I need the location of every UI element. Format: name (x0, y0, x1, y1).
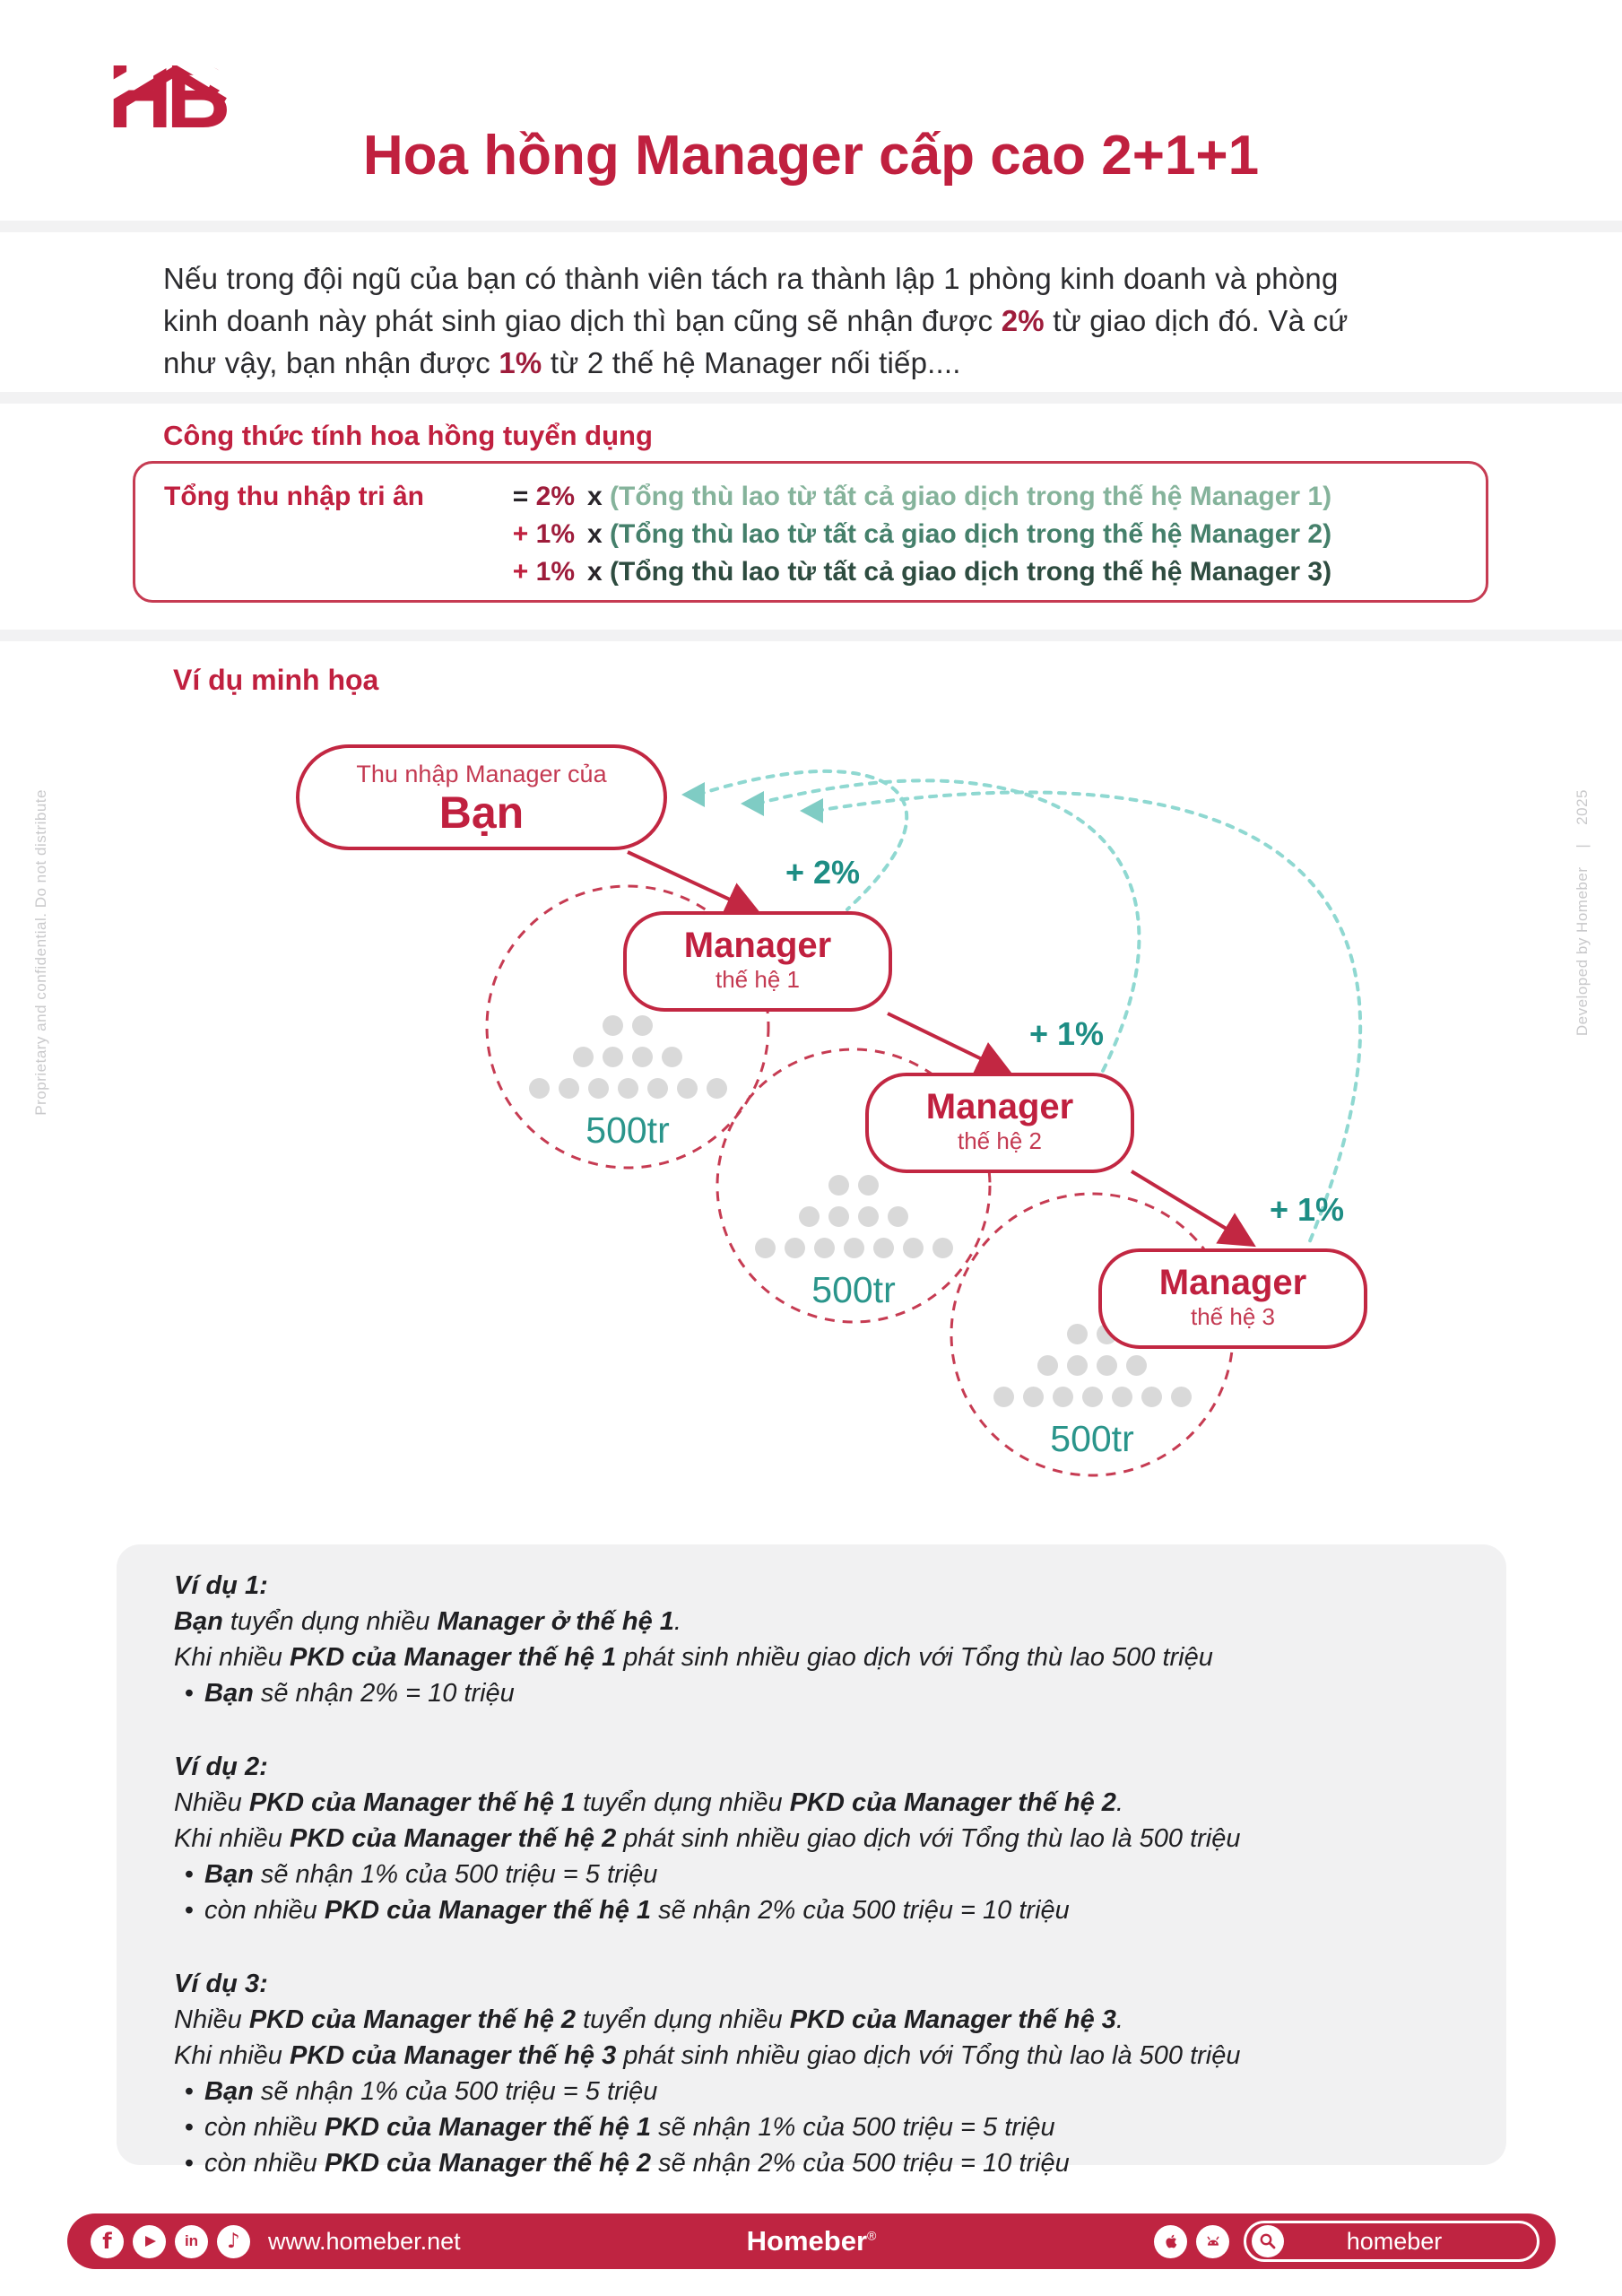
manager-gen1-box (623, 911, 892, 1012)
manager-gen3-box (1098, 1248, 1367, 1349)
footer-website-link[interactable]: www.homeber.net (268, 2227, 461, 2255)
svg-text:HB: HB (108, 47, 225, 144)
formula-expression: x (Tổng thù lao từ tất cả giao dịch trong thế hệ Manager 1) (587, 482, 1332, 511)
search-icon (1252, 2225, 1284, 2257)
page-title: Hoa hồng Manager cấp cao 2+1+1 (362, 125, 1260, 187)
bullet-icon: • (184, 1860, 195, 1889)
your-income-bubble (296, 744, 667, 850)
manager-subtitle: thế hệ 3 (1191, 1303, 1275, 1330)
bullet-icon: • (184, 2077, 195, 2106)
bullet-icon: • (184, 2113, 195, 2142)
intro-paragraph: Nếu trong đội ngũ của bạn có thành viên tách ra thành lập 1 phòng kinh doanh và phòng kinh doanh này phát sinh giao dịch thì bạn cũng sẽ nhận được 2% từ giao dịch đó. Và cứ như vậy, bạn nhận được 1% từ 2 thế hệ Manager nối tiếp.... (163, 262, 1349, 379)
example-line: Khi nhiều PKD của Manager thế hệ 3 phát sinh nhiều giao dịch với Tổng thù lao là 500 triệu (174, 2041, 1241, 2070)
formula-row-2 (164, 516, 1459, 553)
team-group-2 (713, 1175, 994, 1311)
example-bullet: • Bạn sẽ nhận 1% của 500 triệu = 5 triệu (174, 2074, 1470, 2109)
android-icon[interactable] (1196, 2225, 1229, 2258)
feedback-arrowheads (681, 782, 823, 823)
formula-row-1 (164, 478, 1459, 516)
example-line: Nhiều PKD của Manager thế hệ 1 tuyển dụng nhiều PKD của Manager thế hệ 2. (174, 1788, 1123, 1817)
youtube-icon[interactable] (133, 2225, 166, 2258)
linkedin-icon[interactable]: in (175, 2225, 208, 2258)
formula-operator: = 2% (512, 482, 575, 511)
bullet-icon: • (184, 1679, 195, 1708)
manager-title: Manager (1158, 1263, 1307, 1302)
formula-expression: x (Tổng thù lao từ tất cả giao dịch trong thế hệ Manager 3) (587, 557, 1332, 587)
formula-operator: + 1% (512, 557, 575, 587)
team-dots (487, 1015, 768, 1099)
example-3-title: Ví dụ 3: (174, 1970, 268, 1998)
example-bullet: • còn nhiều PKD của Manager thế hệ 1 sẽ nhận 1% của 500 triệu = 5 triệu (174, 2109, 1470, 2145)
separator-bar (0, 392, 1622, 404)
commission-diagram (0, 718, 1622, 1534)
group-value: 500tr (1050, 1418, 1134, 1459)
manager-title: Manager (683, 926, 832, 965)
pct-label-gen1: + 2% (785, 854, 861, 891)
example-bullet: • còn nhiều PKD của Manager thế hệ 2 sẽ nhận 2% của 500 triệu = 10 triệu (174, 2145, 1470, 2181)
facebook-icon[interactable]: f (91, 2225, 124, 2258)
footer-brand: Homeber® (746, 2225, 877, 2257)
manager-subtitle: thế hệ 2 (958, 1127, 1042, 1154)
apple-icon[interactable] (1154, 2225, 1187, 2258)
example-2-title: Ví dụ 2: (174, 1752, 268, 1781)
example-line: Khi nhiều PKD của Manager thế hệ 2 phát sinh nhiều giao dịch với Tổng thù lao là 500 triệu (174, 1824, 1241, 1853)
formula-expression: x (Tổng thù lao từ tất cả giao dịch trong thế hệ Manager 2) (587, 519, 1332, 549)
search-keyword: homeber (1346, 2227, 1443, 2255)
examples-box (117, 1544, 1506, 2178)
developed-by-note: Developed by Homeber | 2025 (1574, 789, 1591, 1037)
example-bullet: • Bạn sẽ nhận 1% của 500 triệu = 5 triệu (174, 1857, 1470, 1892)
example-line: Nhiều PKD của Manager thế hệ 2 tuyển dụng nhiều PKD của Manager thế hệ 3. (174, 2005, 1123, 2034)
formula-heading: Công thức tính hoa hồng tuyển dụng (163, 420, 653, 451)
team-group-1 (487, 1015, 768, 1152)
pct-label-gen3: + 1% (1270, 1191, 1345, 1228)
tiktok-icon[interactable]: ♪ (217, 2225, 250, 2258)
app-search-pill[interactable] (1244, 2221, 1540, 2262)
formula-operator: + 1% (512, 519, 575, 549)
manager-gen2-box (865, 1073, 1134, 1173)
pct-label-gen2: + 1% (1029, 1015, 1105, 1052)
you-label: Bạn (438, 787, 525, 838)
diagram-lines-layer (0, 718, 1622, 1534)
separator-bar (0, 630, 1622, 641)
group-value: 500tr (811, 1269, 896, 1310)
formula-box (133, 461, 1488, 603)
manager-title: Manager (925, 1087, 1074, 1126)
bullet-icon: • (184, 2149, 195, 2178)
separator-bar (0, 221, 1622, 232)
confidential-note: Proprietary and confidential. Do not distribute (32, 789, 49, 1116)
formula-row-3 (164, 553, 1459, 591)
example-line: Khi nhiều PKD của Manager thế hệ 1 phát sinh nhiều giao dịch với Tổng thù lao 500 triệu (174, 1643, 1213, 1672)
example-line: Bạn tuyển dụng nhiều Manager ở thế hệ 1. (174, 1607, 681, 1636)
team-dots (713, 1175, 994, 1258)
manager-subtitle: thế hệ 1 (716, 966, 800, 993)
example-heading: Ví dụ minh họa (173, 664, 379, 696)
your-income-label: Thu nhập Manager của (356, 761, 607, 787)
example-bullet: • Bạn sẽ nhận 2% = 10 triệu (174, 1675, 1470, 1711)
footer-bar (67, 2213, 1556, 2269)
example-1-title: Ví dụ 1: (174, 1571, 268, 1600)
formula-label: Tổng thu nhập tri ân (164, 482, 424, 511)
group-value: 500tr (585, 1109, 670, 1151)
example-bullet: • còn nhiều PKD của Manager thế hệ 1 sẽ nhận 2% của 500 triệu = 10 triệu (174, 1892, 1470, 1928)
bullet-icon: • (184, 1896, 195, 1925)
